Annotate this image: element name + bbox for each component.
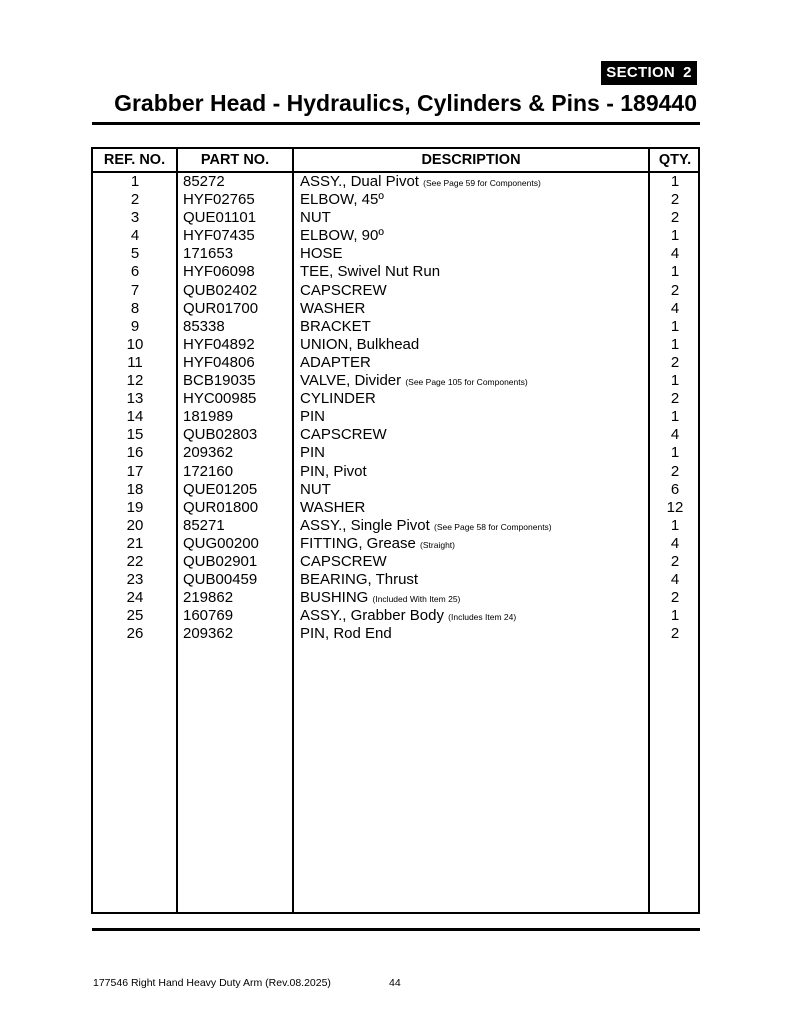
description-text: FITTING, Grease bbox=[300, 534, 416, 552]
description-cell bbox=[300, 463, 367, 481]
part-no-cell: 160769 bbox=[183, 607, 234, 625]
qty-cell: 2 bbox=[670, 353, 680, 371]
table-row bbox=[93, 463, 698, 481]
description-text: VALVE, Divider bbox=[300, 372, 402, 390]
ref-no-cell: 17 bbox=[126, 462, 144, 480]
description-cell bbox=[300, 372, 528, 391]
description-text: ASSY., Single Pivot bbox=[300, 516, 430, 534]
part-no-cell: QUE01205 bbox=[183, 480, 258, 498]
description-cell bbox=[300, 408, 325, 426]
description-text: ASSY., Grabber Body bbox=[300, 607, 444, 625]
description-note: (Straight) bbox=[420, 539, 455, 550]
qty-cell: 2 bbox=[670, 589, 680, 607]
table-row bbox=[93, 227, 698, 245]
header-qty: QTY. bbox=[658, 152, 692, 168]
table-row bbox=[93, 535, 698, 553]
qty-cell: 1 bbox=[670, 335, 680, 353]
qty-cell: 4 bbox=[670, 534, 680, 552]
ref-no-cell: 9 bbox=[130, 317, 140, 335]
ref-no-cell: 16 bbox=[126, 444, 144, 462]
table-row bbox=[93, 372, 698, 390]
description-cell bbox=[300, 354, 371, 372]
section-label: SECTION bbox=[606, 64, 676, 81]
table-row bbox=[93, 481, 698, 499]
description-cell bbox=[300, 390, 376, 408]
qty-cell: 1 bbox=[670, 516, 680, 534]
description-note: (Includes Item 24) bbox=[448, 612, 517, 623]
table-row bbox=[93, 173, 698, 191]
description-text: BRACKET bbox=[300, 317, 371, 335]
ref-no-cell: 20 bbox=[126, 516, 144, 534]
description-text: NUT bbox=[300, 209, 331, 227]
description-cell bbox=[300, 209, 331, 227]
part-no-cell: QUR01700 bbox=[183, 299, 259, 317]
description-note: (See Page 59 for Components) bbox=[423, 178, 541, 188]
description-text: CAPSCREW bbox=[300, 281, 387, 299]
description-text: WASHER bbox=[300, 498, 366, 516]
description-text: ELBOW, 45º bbox=[300, 191, 384, 209]
table-row bbox=[93, 444, 698, 462]
table-row bbox=[93, 499, 698, 517]
table-row bbox=[93, 390, 698, 408]
description-text: PIN, Rod End bbox=[300, 625, 392, 643]
description-cell bbox=[300, 481, 331, 499]
qty-cell: 1 bbox=[670, 173, 680, 190]
description-text: PIN, Pivot bbox=[300, 462, 367, 480]
description-cell bbox=[300, 499, 365, 517]
part-no-cell: 171653 bbox=[183, 245, 234, 263]
description-text: ASSY., Dual Pivot bbox=[300, 173, 419, 190]
description-cell bbox=[300, 571, 418, 589]
description-cell bbox=[300, 517, 552, 536]
part-no-cell: BCB19035 bbox=[183, 372, 256, 390]
qty-cell: 1 bbox=[670, 317, 680, 335]
description-cell bbox=[300, 300, 365, 318]
description-note: (See Page 105 for Components) bbox=[405, 377, 528, 388]
table-row bbox=[93, 354, 698, 372]
part-no-cell: HYF06098 bbox=[183, 263, 255, 281]
ref-no-cell: 11 bbox=[127, 353, 143, 371]
description-note: (Included With Item 25) bbox=[372, 594, 461, 605]
qty-cell: 1 bbox=[670, 444, 680, 462]
qty-cell: 2 bbox=[670, 625, 680, 643]
qty-cell: 1 bbox=[670, 607, 680, 625]
description-cell bbox=[300, 282, 387, 300]
ref-no-cell: 25 bbox=[126, 607, 144, 625]
description-text: PIN bbox=[300, 408, 326, 426]
part-no-cell: HYC00985 bbox=[183, 390, 257, 408]
description-cell bbox=[300, 191, 384, 209]
table-row bbox=[93, 282, 698, 300]
qty-cell: 4 bbox=[670, 245, 680, 263]
description-cell bbox=[300, 263, 440, 281]
qty-cell: 4 bbox=[670, 299, 680, 317]
qty-cell: 2 bbox=[670, 191, 680, 209]
description-cell bbox=[300, 607, 516, 626]
section-number: 2 bbox=[683, 64, 692, 81]
part-no-cell: QUE01101 bbox=[183, 209, 257, 227]
qty-cell: 1 bbox=[670, 227, 680, 245]
table-row bbox=[93, 517, 698, 535]
part-no-cell: QUB02901 bbox=[183, 552, 258, 570]
ref-no-cell: 13 bbox=[126, 390, 144, 408]
table-row bbox=[93, 318, 698, 336]
part-no-cell: QUB00459 bbox=[183, 571, 258, 589]
description-text: UNION, Bulkhead bbox=[300, 335, 420, 353]
table-row bbox=[93, 553, 698, 571]
description-text: WASHER bbox=[300, 299, 366, 317]
part-no-cell: 85272 bbox=[183, 173, 225, 190]
description-cell bbox=[300, 227, 384, 245]
ref-no-cell: 18 bbox=[126, 480, 144, 498]
description-cell bbox=[300, 625, 392, 643]
qty-cell: 12 bbox=[666, 498, 684, 516]
qty-cell: 2 bbox=[670, 462, 680, 480]
parts-rows bbox=[93, 173, 698, 643]
table-row bbox=[93, 209, 698, 227]
qty-cell: 1 bbox=[670, 408, 680, 426]
table-row bbox=[93, 336, 698, 354]
description-cell bbox=[300, 245, 343, 263]
qty-cell: 2 bbox=[670, 390, 680, 408]
table-row bbox=[93, 408, 698, 426]
description-text: CYLINDER bbox=[300, 390, 376, 408]
part-no-cell: HYF04892 bbox=[183, 335, 255, 353]
description-text: CAPSCREW bbox=[300, 552, 387, 570]
description-text: ELBOW, 90º bbox=[300, 227, 384, 245]
qty-cell: 1 bbox=[670, 263, 680, 281]
description-cell bbox=[300, 173, 541, 192]
ref-no-cell: 10 bbox=[126, 335, 144, 353]
table-row bbox=[93, 625, 698, 643]
part-no-cell: HYF04806 bbox=[183, 353, 255, 371]
qty-cell: 2 bbox=[670, 552, 680, 570]
ref-no-cell: 2 bbox=[130, 191, 140, 209]
ref-no-cell: 21 bbox=[126, 534, 144, 552]
table-row bbox=[93, 589, 698, 607]
description-cell bbox=[300, 535, 455, 554]
description-text: NUT bbox=[300, 480, 331, 498]
part-no-cell: 181989 bbox=[183, 408, 234, 426]
ref-no-cell: 8 bbox=[130, 299, 140, 317]
ref-no-cell: 14 bbox=[126, 408, 144, 426]
description-text: PIN bbox=[300, 444, 326, 462]
table-row bbox=[93, 191, 698, 209]
ref-no-cell: 5 bbox=[130, 245, 140, 263]
parts-table bbox=[91, 147, 700, 914]
ref-no-cell: 7 bbox=[130, 281, 140, 299]
description-cell bbox=[300, 318, 371, 336]
description-cell bbox=[300, 426, 387, 444]
description-cell bbox=[300, 553, 387, 571]
ref-no-cell: 15 bbox=[126, 426, 144, 444]
ref-no-cell: 1 bbox=[130, 173, 140, 190]
table-row bbox=[93, 426, 698, 444]
description-text: BEARING, Thrust bbox=[300, 571, 419, 589]
ref-no-cell: 22 bbox=[126, 552, 144, 570]
ref-no-cell: 26 bbox=[126, 625, 144, 643]
header-description: DESCRIPTION bbox=[421, 152, 521, 168]
ref-no-cell: 12 bbox=[126, 372, 144, 390]
qty-cell: 4 bbox=[670, 426, 680, 444]
ref-no-cell: 23 bbox=[126, 571, 144, 589]
qty-cell: 6 bbox=[670, 480, 680, 498]
footer-document-title: 177546 Right Hand Heavy Duty Arm (Rev.08.2025) bbox=[93, 977, 331, 989]
part-no-cell: QUR01800 bbox=[183, 498, 259, 516]
page-title: Grabber Head - Hydraulics, Cylinders & Pins - 189440 bbox=[114, 90, 697, 116]
table-row bbox=[93, 263, 698, 281]
qty-cell: 2 bbox=[670, 281, 680, 299]
part-no-cell: HYF02765 bbox=[183, 191, 255, 209]
part-no-cell: 85271 bbox=[183, 516, 225, 534]
qty-cell: 4 bbox=[670, 571, 680, 589]
footer-rule bbox=[92, 928, 700, 931]
part-no-cell: HYF07435 bbox=[183, 227, 255, 245]
description-text: HOSE bbox=[300, 245, 343, 263]
part-no-cell: QUB02803 bbox=[183, 426, 258, 444]
description-cell bbox=[300, 444, 325, 462]
part-no-cell: 219862 bbox=[183, 589, 234, 607]
table-row bbox=[93, 607, 698, 625]
description-text: BUSHING bbox=[300, 589, 369, 607]
part-no-cell: 85338 bbox=[183, 317, 225, 335]
qty-cell: 1 bbox=[670, 372, 680, 390]
ref-no-cell: 3 bbox=[130, 209, 140, 227]
description-cell bbox=[300, 336, 419, 354]
description-text: ADAPTER bbox=[300, 353, 371, 371]
ref-no-cell: 6 bbox=[130, 263, 140, 281]
table-row bbox=[93, 300, 698, 318]
part-no-cell: QUB02402 bbox=[183, 281, 258, 299]
part-no-cell: QUG00200 bbox=[183, 534, 259, 552]
ref-no-cell: 24 bbox=[126, 589, 144, 607]
description-text: TEE, Swivel Nut Run bbox=[300, 263, 441, 281]
header-ref-no: REF. NO. bbox=[103, 152, 166, 168]
qty-cell: 2 bbox=[670, 209, 680, 227]
table-row bbox=[93, 245, 698, 263]
description-cell bbox=[300, 589, 460, 608]
title-rule bbox=[92, 122, 700, 125]
part-no-cell: 172160 bbox=[183, 462, 234, 480]
part-no-cell: 209362 bbox=[183, 444, 234, 462]
page-number: 44 bbox=[389, 977, 401, 989]
ref-no-cell: 19 bbox=[126, 498, 144, 516]
header-part-no: PART NO. bbox=[200, 152, 270, 168]
table-row bbox=[93, 571, 698, 589]
ref-no-cell: 4 bbox=[130, 227, 140, 245]
description-text: CAPSCREW bbox=[300, 426, 387, 444]
section-badge bbox=[601, 61, 697, 85]
description-note: (See Page 58 for Components) bbox=[433, 521, 552, 532]
part-no-cell: 209362 bbox=[183, 625, 234, 643]
